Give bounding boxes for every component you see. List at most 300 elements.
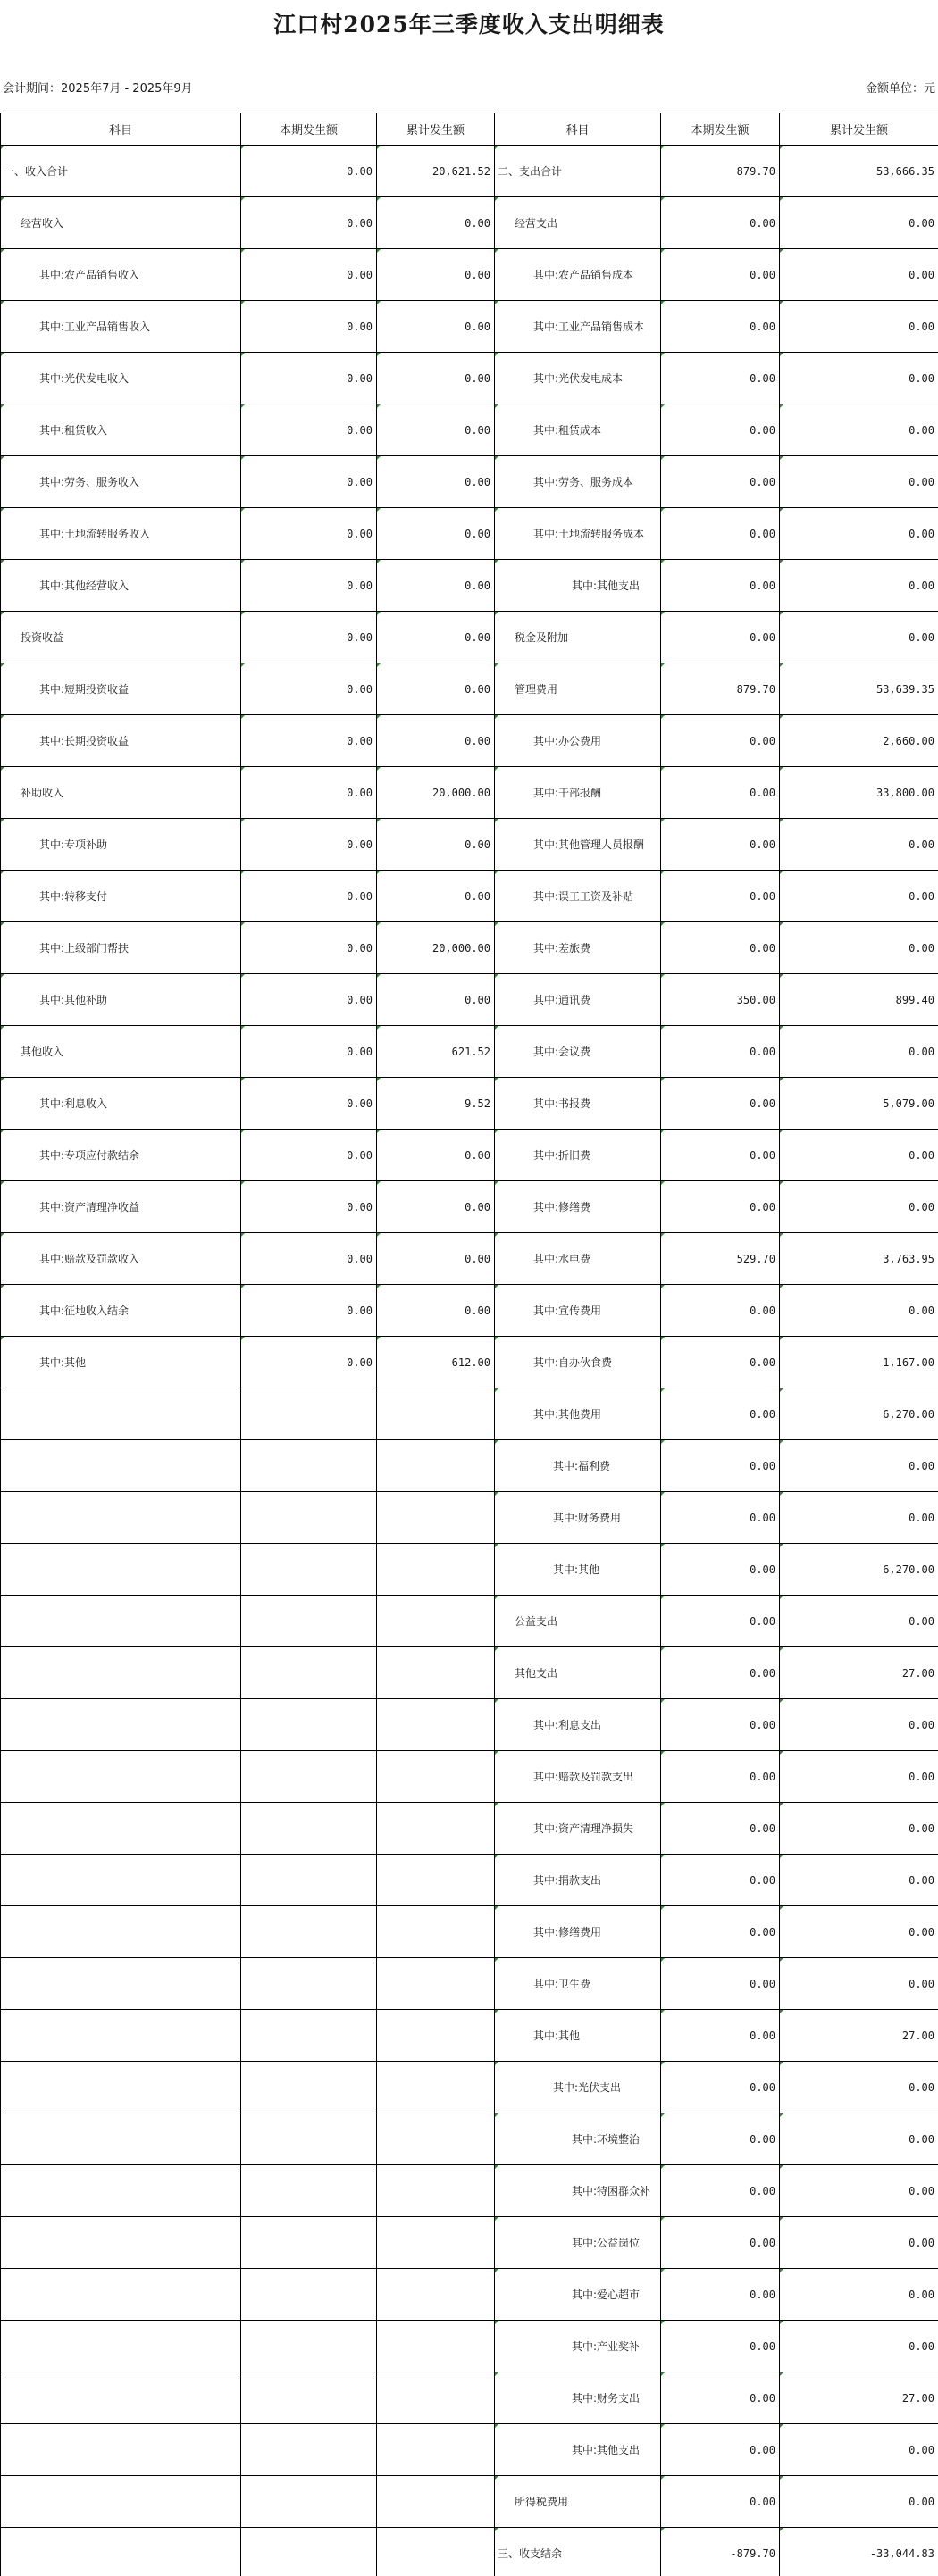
expense-cumulative-cell: 0.00 bbox=[780, 1855, 938, 1906]
income-cumulative-cell bbox=[377, 2010, 495, 2062]
expense-current-cell: 0.00 bbox=[661, 1181, 780, 1233]
expense-subject-cell: 其中:卫生费 bbox=[495, 1958, 661, 2010]
income-cumulative-cell: 0.00 bbox=[377, 508, 495, 560]
income-current-cell: 0.00 bbox=[241, 353, 377, 404]
income-current-cell: 0.00 bbox=[241, 922, 377, 974]
expense-cumulative-cell: 0.00 bbox=[780, 2321, 938, 2372]
income-current-cell bbox=[241, 1440, 377, 1492]
income-cumulative-cell: 0.00 bbox=[377, 197, 495, 249]
table-row bbox=[1, 249, 938, 301]
income-current-cell: 0.00 bbox=[241, 974, 377, 1026]
income-subject-cell: 其中:其他经营收入 bbox=[1, 560, 241, 612]
income-subject-cell bbox=[1, 2269, 241, 2321]
expense-cumulative-cell: 0.00 bbox=[780, 1440, 938, 1492]
table-row bbox=[1, 456, 938, 508]
income-cumulative-cell bbox=[377, 1855, 495, 1906]
table-row bbox=[1, 2217, 938, 2269]
expense-current-cell: 0.00 bbox=[661, 404, 780, 456]
income-current-cell bbox=[241, 2165, 377, 2217]
table-row bbox=[1, 1647, 938, 1699]
income-subject-cell bbox=[1, 2424, 241, 2476]
table-row bbox=[1, 2424, 938, 2476]
income-subject-cell bbox=[1, 1440, 241, 1492]
income-subject-cell bbox=[1, 1751, 241, 1803]
income-cumulative-cell: 0.00 bbox=[377, 353, 495, 404]
expense-subject-cell: 其中:产业奖补 bbox=[495, 2321, 661, 2372]
table-row bbox=[1, 1958, 938, 2010]
expense-current-cell: 0.00 bbox=[661, 197, 780, 249]
income-current-cell: 0.00 bbox=[241, 508, 377, 560]
expense-current-cell: 879.70 bbox=[661, 146, 780, 197]
table-row bbox=[1, 2269, 938, 2321]
expense-cumulative-cell: 0.00 bbox=[780, 197, 938, 249]
expense-subject-cell: 其中:水电费 bbox=[495, 1233, 661, 1285]
table-row bbox=[1, 715, 938, 767]
income-subject-cell bbox=[1, 2165, 241, 2217]
table-row bbox=[1, 2476, 938, 2528]
income-cumulative-cell bbox=[377, 2217, 495, 2269]
income-current-cell: 0.00 bbox=[241, 715, 377, 767]
income-subject-cell bbox=[1, 1388, 241, 1440]
income-cumulative-cell: 20,000.00 bbox=[377, 767, 495, 819]
table-row bbox=[1, 508, 938, 560]
table-row bbox=[1, 612, 938, 663]
income-subject-cell: 其中:长期投资收益 bbox=[1, 715, 241, 767]
expense-cumulative-cell: 0.00 bbox=[780, 922, 938, 974]
expense-current-cell: 0.00 bbox=[661, 2165, 780, 2217]
table-row bbox=[1, 146, 938, 197]
table-row bbox=[1, 922, 938, 974]
income-subject-cell: 其中:赔款及罚款收入 bbox=[1, 1233, 241, 1285]
income-subject-cell bbox=[1, 2528, 241, 2576]
table-row bbox=[1, 404, 938, 456]
income-cumulative-cell: 0.00 bbox=[377, 974, 495, 1026]
income-subject-cell: 其中:转移支付 bbox=[1, 871, 241, 922]
income-current-cell bbox=[241, 2010, 377, 2062]
income-current-cell bbox=[241, 2113, 377, 2165]
income-current-cell: 0.00 bbox=[241, 1337, 377, 1388]
expense-cumulative-cell: 0.00 bbox=[780, 2424, 938, 2476]
income-subject-cell bbox=[1, 2113, 241, 2165]
income-current-cell bbox=[241, 1388, 377, 1440]
currency-unit: 金额单位：元 bbox=[865, 82, 935, 96]
table-row bbox=[1, 1855, 938, 1906]
income-current-cell bbox=[241, 2476, 377, 2528]
expense-subject-cell: 其中:劳务、服务成本 bbox=[495, 456, 661, 508]
table-row bbox=[1, 767, 938, 819]
expense-subject-cell: 其中:环境整治 bbox=[495, 2113, 661, 2165]
expense-cumulative-cell: 27.00 bbox=[780, 1647, 938, 1699]
expense-subject-cell: 其中:财务费用 bbox=[495, 1492, 661, 1544]
header-income-cumulative: 累计发生额 bbox=[377, 113, 495, 146]
table-row bbox=[1, 2528, 938, 2576]
expense-subject-cell: 其中:其他 bbox=[495, 1544, 661, 1596]
income-current-cell: 0.00 bbox=[241, 146, 377, 197]
expense-current-cell: 0.00 bbox=[661, 1803, 780, 1855]
expense-cumulative-cell: 0.00 bbox=[780, 2113, 938, 2165]
expense-current-cell: 0.00 bbox=[661, 1855, 780, 1906]
expense-cumulative-cell: 33,800.00 bbox=[780, 767, 938, 819]
expense-subject-cell: 公益支出 bbox=[495, 1596, 661, 1647]
income-cumulative-cell bbox=[377, 1440, 495, 1492]
expense-subject-cell: 其中:差旅费 bbox=[495, 922, 661, 974]
table-row bbox=[1, 1440, 938, 1492]
expense-current-cell: 0.00 bbox=[661, 1337, 780, 1388]
table-row bbox=[1, 1906, 938, 1958]
expense-current-cell: 0.00 bbox=[661, 922, 780, 974]
income-subject-cell bbox=[1, 2062, 241, 2113]
table-row bbox=[1, 353, 938, 404]
table-row bbox=[1, 2010, 938, 2062]
income-cumulative-cell bbox=[377, 2476, 495, 2528]
expense-subject-cell: 其中:通讯费 bbox=[495, 974, 661, 1026]
income-cumulative-cell: 0.00 bbox=[377, 560, 495, 612]
expense-subject-cell: 其中:资产清理净损失 bbox=[495, 1803, 661, 1855]
expense-current-cell: 0.00 bbox=[661, 249, 780, 301]
income-cumulative-cell: 0.00 bbox=[377, 456, 495, 508]
income-cumulative-cell: 0.00 bbox=[377, 715, 495, 767]
income-current-cell: 0.00 bbox=[241, 871, 377, 922]
expense-cumulative-cell: 5,079.00 bbox=[780, 1078, 938, 1130]
expense-cumulative-cell: 0.00 bbox=[780, 2165, 938, 2217]
income-current-cell bbox=[241, 1492, 377, 1544]
expense-subject-cell: 二、支出合计 bbox=[495, 146, 661, 197]
income-subject-cell bbox=[1, 2217, 241, 2269]
income-cumulative-cell bbox=[377, 1751, 495, 1803]
income-cumulative-cell: 20,000.00 bbox=[377, 922, 495, 974]
expense-current-cell: 0.00 bbox=[661, 715, 780, 767]
table-row bbox=[1, 1699, 938, 1751]
income-cumulative-cell bbox=[377, 1906, 495, 1958]
income-subject-cell bbox=[1, 2010, 241, 2062]
income-current-cell bbox=[241, 1596, 377, 1647]
expense-cumulative-cell: 27.00 bbox=[780, 2010, 938, 2062]
expense-current-cell: 529.70 bbox=[661, 1233, 780, 1285]
income-subject-cell: 一、收入合计 bbox=[1, 146, 241, 197]
table-header-row bbox=[1, 113, 938, 146]
expense-cumulative-cell: 0.00 bbox=[780, 456, 938, 508]
income-current-cell bbox=[241, 2424, 377, 2476]
expense-cumulative-cell: 0.00 bbox=[780, 871, 938, 922]
income-current-cell: 0.00 bbox=[241, 1130, 377, 1181]
expense-current-cell: 0.00 bbox=[661, 1751, 780, 1803]
income-subject-cell bbox=[1, 2372, 241, 2424]
expense-current-cell: 0.00 bbox=[661, 871, 780, 922]
income-subject-cell: 其中:土地流转服务收入 bbox=[1, 508, 241, 560]
income-cumulative-cell bbox=[377, 1544, 495, 1596]
table-row bbox=[1, 1078, 938, 1130]
expense-cumulative-cell: 0.00 bbox=[780, 353, 938, 404]
income-cumulative-cell: 0.00 bbox=[377, 663, 495, 715]
expense-current-cell: 0.00 bbox=[661, 1026, 780, 1078]
expense-subject-cell: 其中:赔款及罚款支出 bbox=[495, 1751, 661, 1803]
expense-subject-cell: 其中:其他 bbox=[495, 2010, 661, 2062]
expense-cumulative-cell: 0.00 bbox=[780, 301, 938, 353]
income-subject-cell: 其中:光伏发电收入 bbox=[1, 353, 241, 404]
expense-subject-cell: 其中:工业产品销售成本 bbox=[495, 301, 661, 353]
income-current-cell bbox=[241, 1751, 377, 1803]
header-income-subject: 科目 bbox=[1, 113, 241, 146]
income-subject-cell: 其中:专项补助 bbox=[1, 819, 241, 871]
table-row bbox=[1, 871, 938, 922]
table-row bbox=[1, 2165, 938, 2217]
income-current-cell: 0.00 bbox=[241, 663, 377, 715]
income-current-cell: 0.00 bbox=[241, 249, 377, 301]
income-cumulative-cell: 0.00 bbox=[377, 1181, 495, 1233]
header-income-current: 本期发生额 bbox=[241, 113, 377, 146]
table-row bbox=[1, 1026, 938, 1078]
expense-current-cell: 0.00 bbox=[661, 2010, 780, 2062]
income-cumulative-cell bbox=[377, 1699, 495, 1751]
accounting-period: 会计期间：2025年7月 - 2025年9月 bbox=[3, 82, 193, 96]
expense-current-cell: 0.00 bbox=[661, 2217, 780, 2269]
table-row bbox=[1, 1803, 938, 1855]
income-subject-cell bbox=[1, 1492, 241, 1544]
expense-current-cell: 0.00 bbox=[661, 2269, 780, 2321]
expense-cumulative-cell: 899.40 bbox=[780, 974, 938, 1026]
expense-cumulative-cell: 0.00 bbox=[780, 404, 938, 456]
income-current-cell bbox=[241, 1544, 377, 1596]
income-subject-cell bbox=[1, 1906, 241, 1958]
expense-subject-cell: 其中:公益岗位 bbox=[495, 2217, 661, 2269]
expense-cumulative-cell: 0.00 bbox=[780, 2217, 938, 2269]
income-cumulative-cell bbox=[377, 2269, 495, 2321]
income-subject-cell bbox=[1, 1699, 241, 1751]
income-cumulative-cell: 0.00 bbox=[377, 819, 495, 871]
income-current-cell bbox=[241, 1647, 377, 1699]
expense-cumulative-cell: 53,639.35 bbox=[780, 663, 938, 715]
expense-subject-cell: 管理费用 bbox=[495, 663, 661, 715]
expense-current-cell: 0.00 bbox=[661, 1388, 780, 1440]
income-subject-cell: 其他收入 bbox=[1, 1026, 241, 1078]
income-subject-cell: 投资收益 bbox=[1, 612, 241, 663]
income-subject-cell: 其中:其他补助 bbox=[1, 974, 241, 1026]
expense-cumulative-cell: -33,044.83 bbox=[780, 2528, 938, 2576]
expense-subject-cell: 其中:其他管理人员报酬 bbox=[495, 819, 661, 871]
income-current-cell: 0.00 bbox=[241, 1078, 377, 1130]
expense-cumulative-cell: 27.00 bbox=[780, 2372, 938, 2424]
income-current-cell: 0.00 bbox=[241, 404, 377, 456]
expense-subject-cell: 其中:租赁成本 bbox=[495, 404, 661, 456]
expense-subject-cell: 其中:土地流转服务成本 bbox=[495, 508, 661, 560]
expense-cumulative-cell: 0.00 bbox=[780, 1130, 938, 1181]
expense-cumulative-cell: 0.00 bbox=[780, 560, 938, 612]
table-row bbox=[1, 197, 938, 249]
expense-current-cell: 879.70 bbox=[661, 663, 780, 715]
income-current-cell: 0.00 bbox=[241, 1285, 377, 1337]
income-subject-cell bbox=[1, 1647, 241, 1699]
income-cumulative-cell: 0.00 bbox=[377, 301, 495, 353]
income-current-cell: 0.00 bbox=[241, 612, 377, 663]
income-subject-cell: 其中:上级部门帮扶 bbox=[1, 922, 241, 974]
income-current-cell: 0.00 bbox=[241, 197, 377, 249]
expense-subject-cell: 其中:自办伙食费 bbox=[495, 1337, 661, 1388]
income-current-cell: 0.00 bbox=[241, 301, 377, 353]
expense-cumulative-cell: 0.00 bbox=[780, 2269, 938, 2321]
income-cumulative-cell bbox=[377, 1596, 495, 1647]
expense-cumulative-cell: 0.00 bbox=[780, 2476, 938, 2528]
expense-cumulative-cell: 0.00 bbox=[780, 1803, 938, 1855]
income-subject-cell bbox=[1, 2476, 241, 2528]
table-row bbox=[1, 560, 938, 612]
expense-subject-cell: 其中:折旧费 bbox=[495, 1130, 661, 1181]
expense-cumulative-cell: 0.00 bbox=[780, 1285, 938, 1337]
income-cumulative-cell bbox=[377, 2165, 495, 2217]
income-subject-cell bbox=[1, 1958, 241, 2010]
expense-cumulative-cell: 3,763.95 bbox=[780, 1233, 938, 1285]
expense-cumulative-cell: 0.00 bbox=[780, 1958, 938, 2010]
table-row bbox=[1, 1233, 938, 1285]
header-expense-current: 本期发生额 bbox=[661, 113, 780, 146]
expense-subject-cell: 其中:其他费用 bbox=[495, 1388, 661, 1440]
expense-cumulative-cell: 0.00 bbox=[780, 2062, 938, 2113]
expense-subject-cell: 其中:修缮费 bbox=[495, 1181, 661, 1233]
expense-cumulative-cell: 0.00 bbox=[780, 249, 938, 301]
income-cumulative-cell bbox=[377, 1803, 495, 1855]
income-current-cell bbox=[241, 2372, 377, 2424]
table-row bbox=[1, 2062, 938, 2113]
income-cumulative-cell bbox=[377, 1492, 495, 1544]
expense-subject-cell: 其中:农产品销售成本 bbox=[495, 249, 661, 301]
expense-cumulative-cell: 6,270.00 bbox=[780, 1544, 938, 1596]
income-cumulative-cell bbox=[377, 2528, 495, 2576]
header-expense-cumulative: 累计发生额 bbox=[780, 113, 938, 146]
expense-cumulative-cell: 0.00 bbox=[780, 1026, 938, 1078]
header-expense-subject: 科目 bbox=[495, 113, 661, 146]
expense-current-cell: 0.00 bbox=[661, 1596, 780, 1647]
expense-subject-cell: 三、收支结余 bbox=[495, 2528, 661, 2576]
table-row bbox=[1, 2321, 938, 2372]
expense-current-cell: 0.00 bbox=[661, 1647, 780, 1699]
income-current-cell bbox=[241, 2217, 377, 2269]
expense-subject-cell: 其中:会议费 bbox=[495, 1026, 661, 1078]
income-cumulative-cell: 0.00 bbox=[377, 1285, 495, 1337]
table-row bbox=[1, 1285, 938, 1337]
income-cumulative-cell bbox=[377, 2113, 495, 2165]
table-row bbox=[1, 663, 938, 715]
expense-subject-cell: 其中:利息支出 bbox=[495, 1699, 661, 1751]
income-cumulative-cell bbox=[377, 1388, 495, 1440]
expense-cumulative-cell: 6,270.00 bbox=[780, 1388, 938, 1440]
income-subject-cell: 其中:短期投资收益 bbox=[1, 663, 241, 715]
income-subject-cell: 其中:专项应付款结余 bbox=[1, 1130, 241, 1181]
expense-subject-cell: 其中:干部报酬 bbox=[495, 767, 661, 819]
table-row bbox=[1, 1544, 938, 1596]
table-row bbox=[1, 1492, 938, 1544]
expense-subject-cell: 其中:福利费 bbox=[495, 1440, 661, 1492]
table-row bbox=[1, 1388, 938, 1440]
income-current-cell: 0.00 bbox=[241, 1181, 377, 1233]
income-cumulative-cell bbox=[377, 2062, 495, 2113]
income-current-cell: 0.00 bbox=[241, 819, 377, 871]
income-cumulative-cell bbox=[377, 2372, 495, 2424]
expense-cumulative-cell: 0.00 bbox=[780, 1699, 938, 1751]
income-subject-cell: 其中:工业产品销售收入 bbox=[1, 301, 241, 353]
expense-subject-cell: 其中:宣传费用 bbox=[495, 1285, 661, 1337]
income-subject-cell: 其中:劳务、服务收入 bbox=[1, 456, 241, 508]
expense-subject-cell: 其中:爱心超市 bbox=[495, 2269, 661, 2321]
expense-current-cell: 0.00 bbox=[661, 612, 780, 663]
expense-current-cell: 0.00 bbox=[661, 1958, 780, 2010]
table-row bbox=[1, 1337, 938, 1388]
expense-cumulative-cell: 53,666.35 bbox=[780, 146, 938, 197]
expense-current-cell: 0.00 bbox=[661, 1544, 780, 1596]
table-row bbox=[1, 974, 938, 1026]
expense-cumulative-cell: 2,660.00 bbox=[780, 715, 938, 767]
table-row bbox=[1, 301, 938, 353]
expense-cumulative-cell: 1,167.00 bbox=[780, 1337, 938, 1388]
expense-subject-cell: 其他支出 bbox=[495, 1647, 661, 1699]
income-subject-cell: 其中:利息收入 bbox=[1, 1078, 241, 1130]
expense-current-cell: 0.00 bbox=[661, 2476, 780, 2528]
income-current-cell: 0.00 bbox=[241, 560, 377, 612]
income-subject-cell: 其中:农产品销售收入 bbox=[1, 249, 241, 301]
expense-current-cell: 0.00 bbox=[661, 508, 780, 560]
expense-current-cell: 0.00 bbox=[661, 2424, 780, 2476]
income-current-cell: 0.00 bbox=[241, 456, 377, 508]
income-cumulative-cell: 621.52 bbox=[377, 1026, 495, 1078]
expense-current-cell: 0.00 bbox=[661, 1492, 780, 1544]
expense-current-cell: 0.00 bbox=[661, 819, 780, 871]
table-row bbox=[1, 819, 938, 871]
income-subject-cell: 补助收入 bbox=[1, 767, 241, 819]
expense-subject-cell: 所得税费用 bbox=[495, 2476, 661, 2528]
income-cumulative-cell: 0.00 bbox=[377, 1130, 495, 1181]
table-row bbox=[1, 2113, 938, 2165]
income-subject-cell bbox=[1, 1855, 241, 1906]
expense-current-cell: 0.00 bbox=[661, 2062, 780, 2113]
expense-subject-cell: 其中:办公费用 bbox=[495, 715, 661, 767]
expense-cumulative-cell: 0.00 bbox=[780, 612, 938, 663]
expense-subject-cell: 其中:误工工资及补贴 bbox=[495, 871, 661, 922]
expense-cumulative-cell: 0.00 bbox=[780, 1492, 938, 1544]
income-current-cell bbox=[241, 1906, 377, 1958]
table-row bbox=[1, 1751, 938, 1803]
income-current-cell bbox=[241, 1958, 377, 2010]
expense-current-cell: 0.00 bbox=[661, 353, 780, 404]
income-current-cell bbox=[241, 1803, 377, 1855]
income-cumulative-cell: 0.00 bbox=[377, 404, 495, 456]
table-row bbox=[1, 2372, 938, 2424]
income-current-cell: 0.00 bbox=[241, 1026, 377, 1078]
expense-cumulative-cell: 0.00 bbox=[780, 1906, 938, 1958]
expense-cumulative-cell: 0.00 bbox=[780, 819, 938, 871]
expense-cumulative-cell: 0.00 bbox=[780, 508, 938, 560]
income-subject-cell bbox=[1, 2321, 241, 2372]
income-cumulative-cell: 0.00 bbox=[377, 871, 495, 922]
expense-current-cell: 0.00 bbox=[661, 2113, 780, 2165]
expense-subject-cell: 其中:捐款支出 bbox=[495, 1855, 661, 1906]
expense-subject-cell: 其中:其他支出 bbox=[495, 2424, 661, 2476]
table-row bbox=[1, 1596, 938, 1647]
expense-current-cell: 0.00 bbox=[661, 2372, 780, 2424]
expense-current-cell: 350.00 bbox=[661, 974, 780, 1026]
expense-current-cell: -879.70 bbox=[661, 2528, 780, 2576]
income-current-cell bbox=[241, 2269, 377, 2321]
income-cumulative-cell: 20,621.52 bbox=[377, 146, 495, 197]
income-cumulative-cell bbox=[377, 1647, 495, 1699]
expense-subject-cell: 税金及附加 bbox=[495, 612, 661, 663]
income-cumulative-cell: 0.00 bbox=[377, 612, 495, 663]
expense-current-cell: 0.00 bbox=[661, 1130, 780, 1181]
table-row bbox=[1, 1130, 938, 1181]
expense-cumulative-cell: 0.00 bbox=[780, 1751, 938, 1803]
income-cumulative-cell: 9.52 bbox=[377, 1078, 495, 1130]
income-subject-cell bbox=[1, 1596, 241, 1647]
expense-current-cell: 0.00 bbox=[661, 1078, 780, 1130]
expense-current-cell: 0.00 bbox=[661, 1285, 780, 1337]
expense-subject-cell: 其中:光伏支出 bbox=[495, 2062, 661, 2113]
